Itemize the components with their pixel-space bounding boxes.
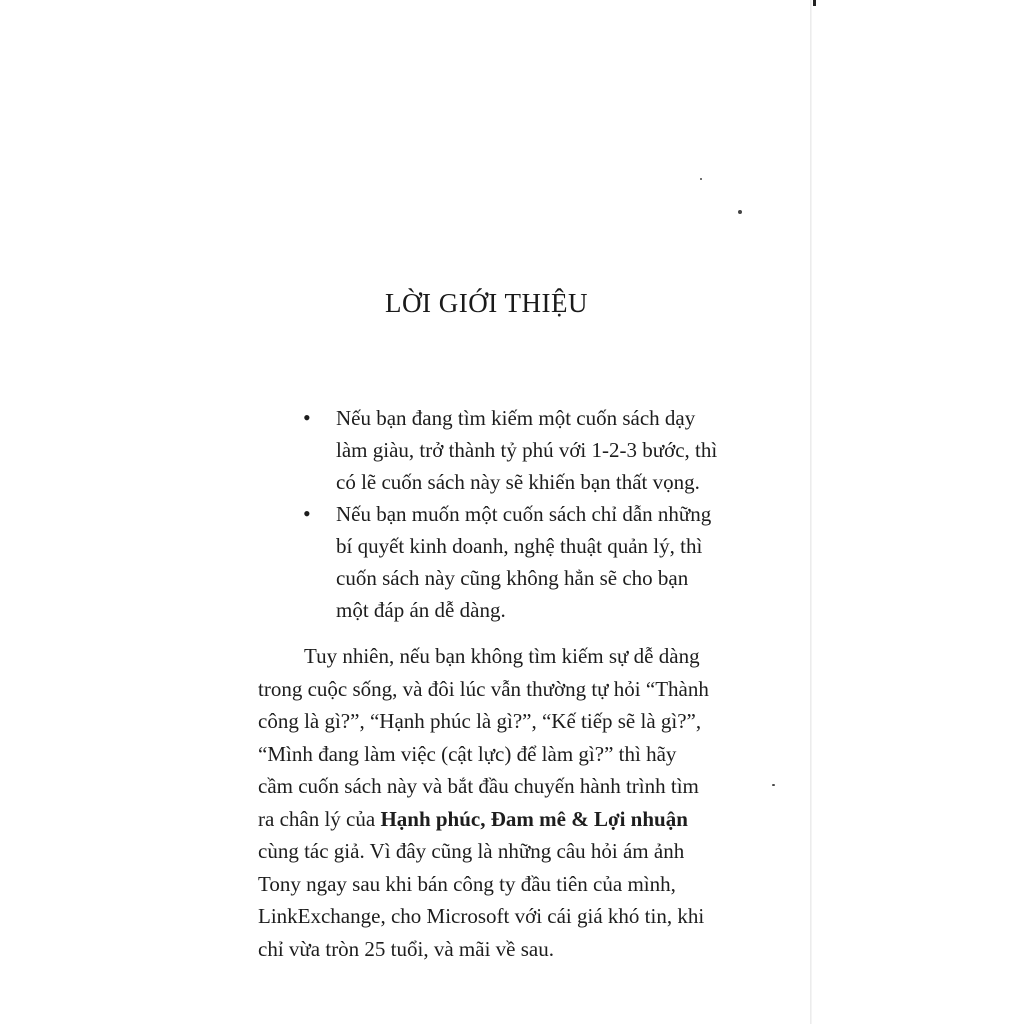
page-edge xyxy=(810,0,812,1024)
bullet-text-line: có lẽ cuốn sách này sẽ khiến bạn thất vọng. xyxy=(336,470,700,494)
bullet-text-line: bí quyết kinh doanh, nghệ thuật quản lý, thì xyxy=(336,534,703,558)
scan-speck xyxy=(772,784,775,786)
bullet-item xyxy=(300,498,740,626)
paragraph-line: trong cuộc sống, và đôi lúc vẫn thường tự hỏi “Thành xyxy=(258,676,709,701)
paragraph-line: công là gì?”, “Hạnh phúc là gì?”, “Kế tiếp sẽ là gì?”, xyxy=(258,709,702,733)
bullet-text-line: làm giàu, trở thành tỷ phú với 1-2-3 bước, thì xyxy=(336,438,718,462)
bullet-list xyxy=(300,402,740,626)
intro-paragraph xyxy=(258,640,728,965)
bullet-icon: • xyxy=(303,405,311,430)
bullet-icon: • xyxy=(303,501,311,526)
paragraph-line: Tuy nhiên, nếu bạn không tìm kiếm sự dễ dàng xyxy=(304,644,700,668)
paragraph-line xyxy=(258,803,728,836)
paragraph-line: cùng tác giả. Vì đây cũng là những câu hỏi ám ảnh xyxy=(258,839,685,863)
scan-speck xyxy=(700,178,702,180)
paragraph-line: “Mình đang làm việc (cật lực) để làm gì?” thì hãy xyxy=(258,741,677,766)
bullet-text-line: cuốn sách này cũng không hẳn sẽ cho bạn xyxy=(336,566,689,590)
bullet-text-line: Nếu bạn đang tìm kiếm một cuốn sách dạy xyxy=(336,406,696,430)
scan-corner-mark xyxy=(813,0,816,6)
paragraph-line-prefix: ra chân lý của xyxy=(258,806,381,831)
paragraph-line: cầm cuốn sách này và bắt đầu chuyến hành trình tìm xyxy=(258,774,699,798)
scan-speck xyxy=(738,210,742,214)
paragraph-line: chỉ vừa tròn 25 tuổi, và mãi về sau. xyxy=(258,936,554,961)
paragraph-line: LinkExchange, cho Microsoft với cái giá khó tin, khi xyxy=(258,904,705,928)
paragraph-line: Tony ngay sau khi bán công ty đầu tiên của mình, xyxy=(258,871,676,896)
bullet-item xyxy=(300,402,740,498)
bullet-text-line: Nếu bạn muốn một cuốn sách chỉ dẫn những xyxy=(336,502,712,526)
chapter-title: LỜI GIỚI THIỆU xyxy=(385,288,588,318)
emphasized-phrase: Hạnh phúc, Đam mê & Lợi nhuận xyxy=(380,806,688,831)
bullet-text-line: một đáp án dễ dàng. xyxy=(336,598,506,622)
